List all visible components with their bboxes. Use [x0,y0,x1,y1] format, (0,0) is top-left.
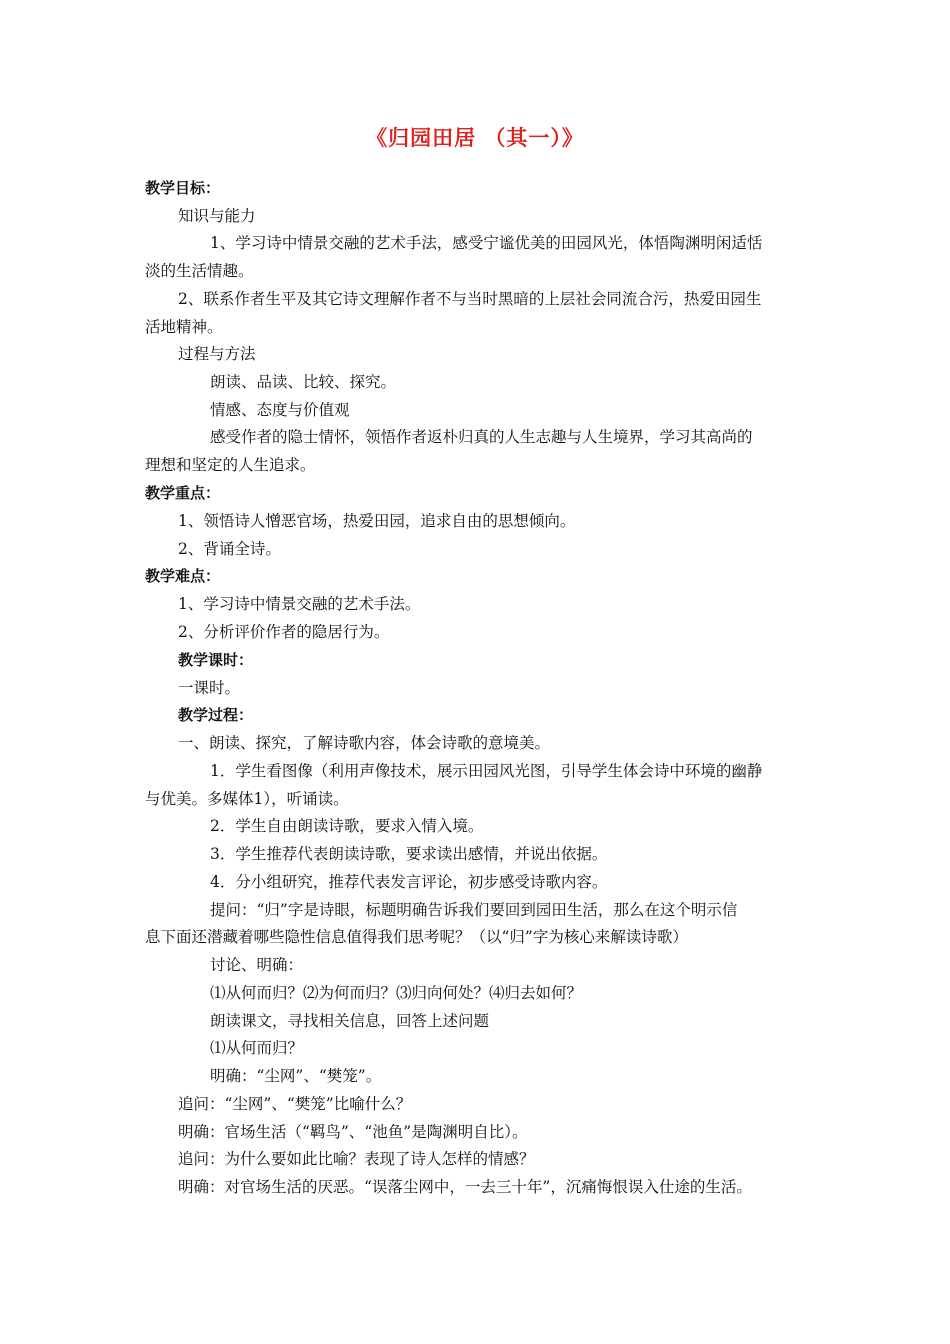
paragraph-line: 理想和坚定的人生追求。 [145,456,316,474]
heading-teaching-difficulties: 教学难点： [145,567,221,585]
heading-teaching-objectives: 教学目标： [145,179,221,197]
paragraph-line: 提问：“归”字是诗眼，标题明确告诉我们要回到园田生活，那么在这个明示信 [210,901,738,919]
list-item: 1、领悟诗人憎恶官场，热爱田园，追求自由的思想倾向。 [178,512,576,530]
paragraph-line: 明确：官场生活（“羁鸟”、“池鱼”是陶渊明自比）。 [178,1123,528,1141]
heading-class-hours: 教学课时： [178,651,254,669]
list-item: 3．学生推荐代表朗读诗歌，要求读出感情，并说出依据。 [210,845,608,863]
heading-teaching-process: 教学过程： [178,706,254,724]
paragraph-line: 一课时。 [178,679,241,697]
list-item: 2、背诵全诗。 [178,540,281,558]
section-heading: 一、朗读、探究，了解诗歌内容，体会诗歌的意境美。 [178,734,551,752]
paragraph-line: 与优美。多媒体1），听诵读。 [145,790,349,808]
paragraph-line: 讨论、明确： [210,956,304,974]
list-item: 4．分小组研究，推荐代表发言评论，初步感受诗歌内容。 [210,873,608,891]
paragraph-line: 1、学习诗中情景交融的艺术手法，感受宁谧优美的田园风光，体悟陶渊明闲适恬 [210,234,763,252]
subheading-knowledge-ability: 知识与能力 [178,207,256,225]
paragraph-line: 追问：“尘网”、“樊笼”比喻什么？ [178,1095,412,1113]
subheading-emotion-attitude: 情感、态度与价值观 [210,401,350,419]
subheading-process-method: 过程与方法 [178,345,256,363]
paragraph-line: 追问：为什么要如此比喻？表现了诗人怎样的情感？ [178,1150,535,1168]
paragraph-line: 2、联系作者生平及其它诗文理解作者不与当时黑暗的上层社会同流合污，热爱田园生 [178,290,762,308]
list-item: 1、学习诗中情景交融的艺术手法。 [178,595,421,613]
paragraph-line: 明确：“尘网”、“樊笼”。 [210,1067,382,1085]
list-item: 2、分析评价作者的隐居行为。 [178,623,390,641]
document-title: 《归园田居 （其一）》 [366,126,584,150]
paragraph-line: 朗读、品读、比较、探究。 [210,373,397,391]
paragraph-line: 感受作者的隐士情怀，领悟作者返朴归真的人生志趣与人生境界，学习其高尚的 [210,428,753,446]
paragraph-line: 朗读课文，寻找相关信息，回答上述问题 [210,1012,490,1030]
paragraph-line: 1．学生看图像（利用声像技术，展示田园风光图，引导学生体会诗中环境的幽静 [210,762,763,780]
heading-teaching-focus: 教学重点： [145,484,221,502]
paragraph-line: 淡的生活情趣。 [145,262,254,280]
paragraph-line: 明确：对官场生活的厌恶。“误落尘网中，一去三十年”，沉痛悔恨误入仕途的生活。 [178,1178,752,1196]
paragraph-line: ⑴从何而归？ [210,1039,304,1057]
paragraph-line: 活地精神。 [145,318,223,336]
paragraph-line: 息下面还潜藏着哪些隐性信息值得我们思考呢？（以“归”字为核心来解读诗歌） [145,928,688,946]
list-item: 2．学生自由朗读诗歌，要求入情入境。 [210,817,484,835]
paragraph-line: ⑴从何而归？⑵为何而归？⑶归向何处？⑷归去如何？ [210,984,583,1002]
